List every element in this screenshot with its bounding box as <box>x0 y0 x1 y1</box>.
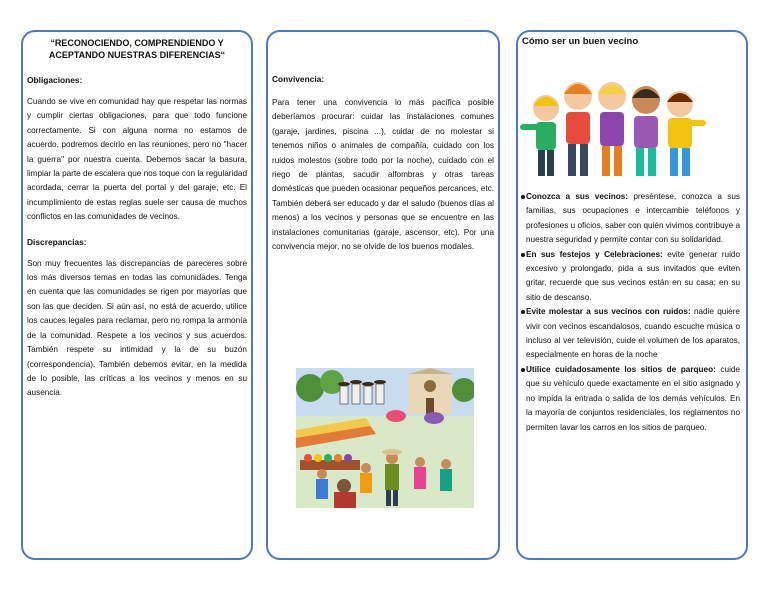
discrepancias-text: Son muy frecuentes las discrepancias de pareceres sobre los más diversos temas en todas las comunidades. Tenga en cuenta que las comunidades se rigen por mayorías que son las que deciden. Si aún así, no está de acuerdo, utilice los cauces legales para reclamar, pero no rompa la armonía de la comunidad. Respete a los vecinos y sus acuerdos. También respete su intimidad y la de su buzón (correspondencia). También debemos evitar, en la medida de lo posible, las críticas a los vecinos y menos en su ausencia. <box>27 258 247 398</box>
list-item: En sus festejos y Celebraciones: evite generar ruido excesivo y prolongado, pida a sus invitados que eviten gritar, recuerde que sus vecinos están en su casa; en su sitio de descanso. <box>522 248 744 306</box>
panel-left <box>21 30 253 560</box>
market-illustration <box>296 368 474 508</box>
list-item: Conozca a sus vecinos: preséntese, conozca a sus familias, sus ocupaciones e intercambie teléfonos y profesiones u oficios, saber con quién vivimos contribuye a nuestra seguridad y permite contar con su solidaridad. <box>522 190 744 248</box>
convivencia-text: Para tener una convivencia lo más pacífica posible deberíamos procurar: cuidar las instalaciones comunes (garaje, jardines, piscina ...), cuidar de no molestar si tenemos niños o animales de compañía, cuidado con los ruidos molestos (sobre todo por la noche), cuidado con el riego de plantas, sacudir alfombras y otras tareas domésticas que pueden ocasionar pequeños percances, etc. También deberá ser educado y dar el saludo (buenos días al menos) a los vecinos y personas que se encuentre en las instalaciones comunitarias (garaje, ascensor, etc). Por una convivencia mejor, no se olvide de los buenos modales. <box>272 98 494 252</box>
list-item: Evite molestar a sus vecinos con ruidos: nadie quiere vivir con vecinos escandalosos, cuando escuche música o incluso al ver televisión, cuide el volumen de los aparatos, especialmente en horas de la noche <box>522 305 744 363</box>
buen-vecino-title: Cómo ser un buen vecino <box>522 36 639 47</box>
convivencia-heading: Convivencia: <box>272 74 325 84</box>
list-item: Utilice cuidadosamente los sitios de parqueo: cuide que su vehículo quede exactamente en el sitio asignado y no impida la entrada o salida de los demás vehículos. En la mayoría de conjuntos residenciales, los reglamentos no permiten lavar los carros en los sitios de parqueo. <box>522 363 744 435</box>
discrepancias-heading: Discrepancias: <box>27 236 87 247</box>
children-group-illustration <box>520 66 706 186</box>
obligaciones-heading: Obligaciones: <box>27 75 83 85</box>
obligaciones-text: Cuando se vive en comunidad hay que respetar las normas y cumplir ciertas obligaciones, para que todo funcione correctamente. Si con alguna norma no estamos de acuerdo, podremos decirlo en las reuniones, pero no "hacer la guerra" por nuestra cuenta. Debemos sacar la basura, limpiar la parte de escalera que nos toque con la regularidad acordada, cerrar la puerta del portal y del garaje, etc. El incumplimiento de estas reglas suele ser causa de muchos conflictos en las comunidades de vecinos. <box>27 97 247 222</box>
tips-list <box>522 190 744 435</box>
brochure-title: “RECONOCIENDO, COMPRENDIENDO Y ACEPTANDO NUESTRAS DIFERENCIAS“ <box>48 38 226 60</box>
panel-middle <box>266 30 500 560</box>
panel-right <box>516 30 748 560</box>
